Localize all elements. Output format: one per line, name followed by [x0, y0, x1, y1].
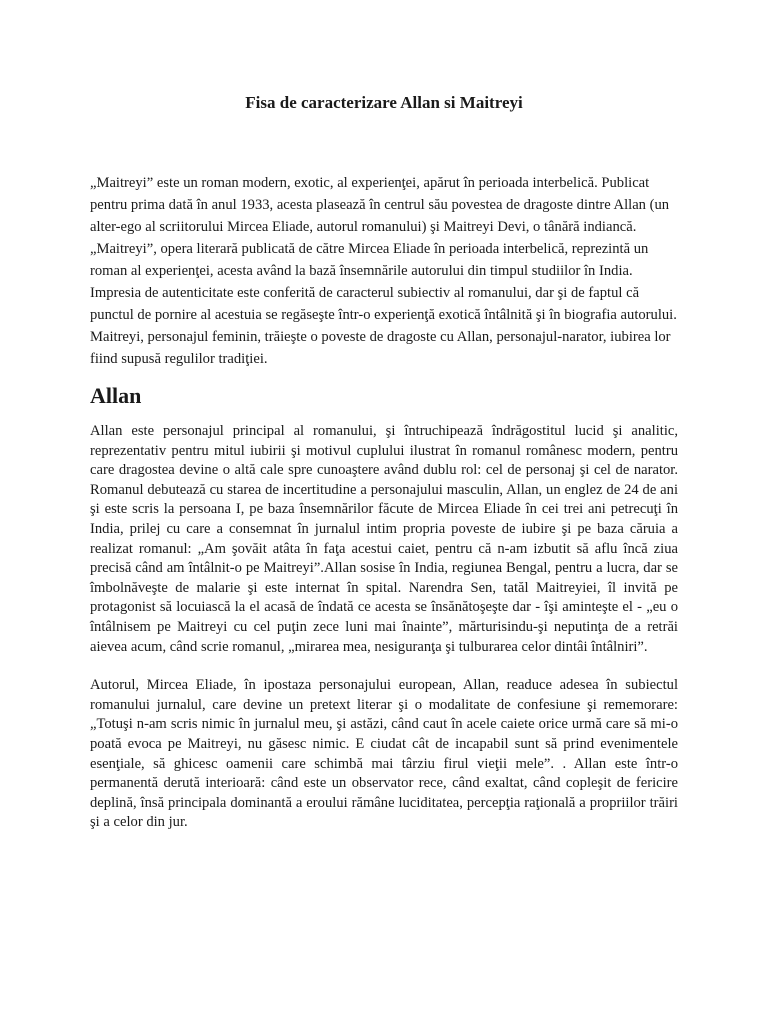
intro-paragraph: „Maitreyi” este un roman modern, exotic, al experienţei, apărut în perioada interbelică. Publicat pentru prima dată în anul 1933, acesta plasează în centrul său povestea de dragoste dintre Allan (un alter-ego al scriitorului Mircea Eliade, autorul romanului) şi Maitreyi Devi, o tânără indiancă. „Maitreyi”, opera literară publicată de către Mircea Eliade în perioada interbelică, reprezintă un roman al experienţei, acesta având la bază însemnările autorului din timpul studiilor în India. Impresia de autenticitate este conferită de caracterul subiectiv al romanului, dar şi de faptul că punctul de pornire al acestuia se regăseşte într-o experienţă exotică întâlnită şi în biografia autorului. Maitreyi, personajul feminin, trăieşte o poveste de dragoste cu Allan, personajul-narator, iubirea lor fiind supusă regulilor tradiţiei.	[90, 175, 677, 367]
section-heading-allan: Allan	[90, 383, 142, 408]
body-paragraph-2: Autorul, Mircea Eliade, în ipostaza personajului european, Allan, readuce adesea în subiectul romanului jurnalul, care devine un pretext literar şi o modalitate de confesiune şi rememorare: „Totuşi n-am scris nimic în jurnalul meu, şi astăzi, când caut în acele caiete orice urmă care să mi-o poată evoca pe Maitreyi, nu găsesc nimic. E ciudat cât de incapabil sunt să prind evenimentele esenţiale, să ghicesc oamenii care schimbă mai târziu firul vieţii mele”. . Allan este într-o permanentă derută interioară: când este un observator rece, când exaltat, când copleşit de fericire deplină, însă principala dominantă a eroului rămâne luciditatea, percepţia raţională a propriilor trăiri şi a celor din jur.	[90, 677, 678, 831]
document-title: Fisa de caracterizare Allan si Maitreyi	[245, 93, 523, 112]
body-paragraph-1: Allan este personajul principal al romanului, şi întruchipează îndrăgostitul lucid şi analitic, reprezentativ pentru mitul iubirii şi motivul cuplului ilustrat în romanul românesc modern, pentru care dragostea devine o altă cale spre cunoaştere având dublu rol: cel de personaj şi cel de narator. Romanul debutează cu starea de incertitudine a personajului masculin, Allan, un englez de 24 de ani şi este scris la persoana I, pe baza însemnărilor făcute de Mircea Eliade în cei trei ani petrecuţi în India, prilej cu care a consemnat în jurnalul intim propria poveste de iubire şi pe baza căruia a realizat romanul: „Am şovăit atâta în faţa acestui caiet, pentru că n-am izbutit să aflu încă ziua precisă când am întâlnit-o pe Maitreyi”.Allan sosise în India, regiunea Bengal, pentru a lucra, dar se îmbolnăveşte de malarie şi este internat în spital. Narendra Sen, tatăl Maitreyiei, îl invită pe protagonist să locuiască la el acasă de îndată ce acesta se însănătoşeşte dar - îşi aminteşte el - „eu o întâlnisem pe Maitreyi cu cel puţin zece luni mai înainte”, mărturisindu-şi neputinţa de a retrăi aievea acum, când scrie romanul, „mirarea mea, nesiguranţa şi tulburarea celor dintâi întâlniri”.	[90, 423, 678, 655]
